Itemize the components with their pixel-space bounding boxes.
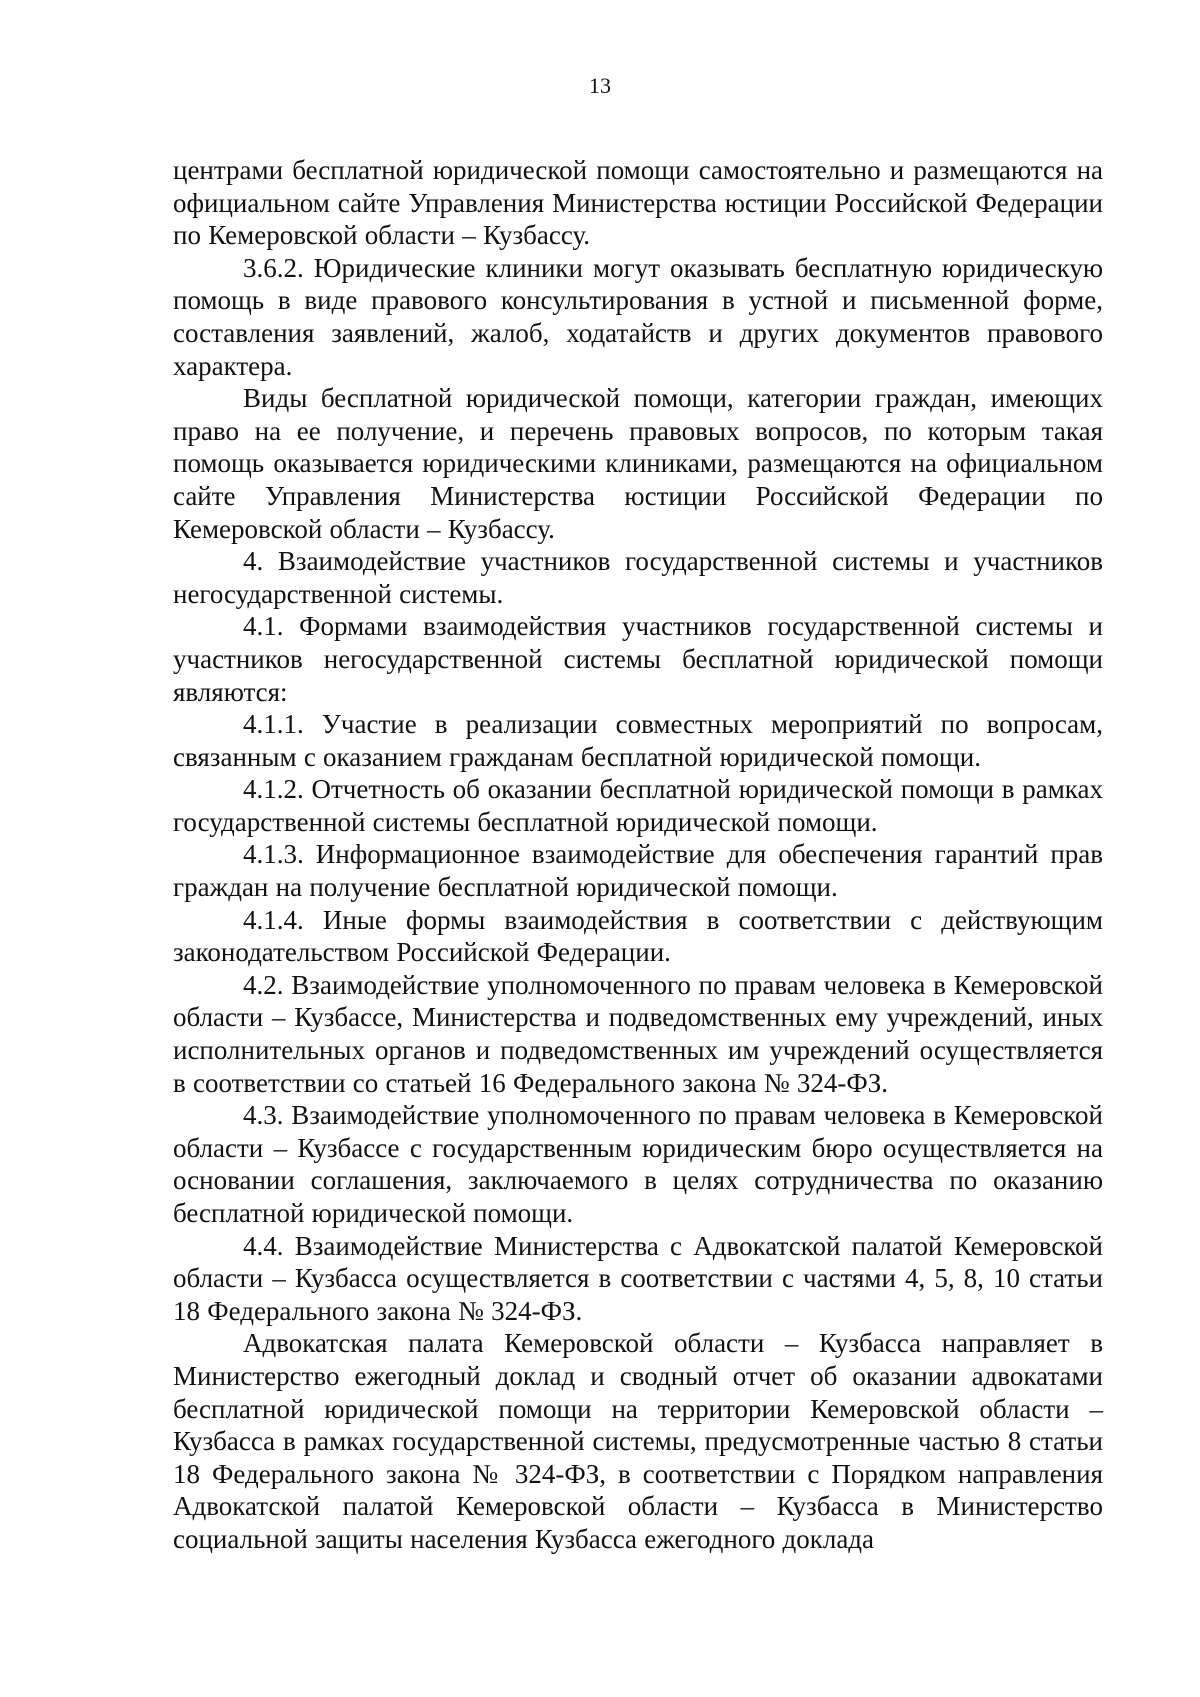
paragraph: 4.3. Взаимодействие уполномоченного по правам человека в Кемеровской области – Кузбассе с государственным юридическим бюро осуществляется на основании соглашения, заключаемого в целях сотрудничества по оказанию бесплатной юридической помощи. — [173, 1100, 1103, 1228]
page-number: 13 — [589, 73, 611, 98]
paragraph: 4.2. Взаимодействие уполномоченного по правам человека в Кемеровской области – Кузбассе, Министерства и подведомственных ему учреждений, иных исполнительных органов и подведомственных им учреждений осуществляется в соответствии со статьей 16 Федерального закона № 324-ФЗ. — [173, 969, 1103, 1098]
paragraph: центрами бесплатной юридической помощи самостоятельно и размещаются на официальном сайте Управления Министерства юстиции Российской Федерации по Кемеровской области – Кузбассу. — [173, 155, 1103, 251]
paragraph: 4.1.1. Участие в реализации совместных мероприятий по вопросам, связанным с оказанием гражданам бесплатной юридической помощи. — [173, 709, 1103, 772]
paragraph: 4.1.2. Отчетность об оказании бесплатной юридической помощи в рамках государственной системы бесплатной юридической помощи. — [173, 774, 1103, 837]
paragraph: 4.1. Формами взаимодействия участников государственной системы и участников негосударственной системы бесплатной юридической помощи являются: — [173, 611, 1103, 707]
document-body — [173, 154, 1103, 1556]
paragraph: 4. Взаимодействие участников государственной системы и участников негосударственной системы. — [173, 546, 1103, 609]
paragraph: 3.6.2. Юридические клиники могут оказывать бесплатную юридическую помощь в виде правового консультирования в устной и письменной форме, составления заявлений, жалоб, ходатайств и других документов правового характера. — [173, 252, 1103, 381]
paragraph: 4.1.3. Информационное взаимодействие для обеспечения гарантий прав граждан на получение бесплатной юридической помощи. — [173, 839, 1103, 903]
paragraph: Виды бесплатной юридической помощи, категории граждан, имеющих право на ее получение, и перечень правовых вопросов, по которым такая помощь оказывается юридическими клиниками, размещаются на официальном сайте Управления Министерства юстиции Российской Федерации по Кемеровской области – Кузбассу. — [173, 383, 1103, 544]
paragraph: 4.4. Взаимодействие Министерства с Адвокатской палатой Кемеровской области – Кузбасса осуществляется в соответствии с частями 4, 5, 8, 10 статьи 18 Федерального закона № 324-ФЗ. — [173, 1230, 1103, 1326]
paragraph: 4.1.4. Иные формы взаимодействия в соответствии с действующим законодательством Российской Федерации. — [173, 904, 1103, 968]
paragraph: Адвокатская палата Кемеровской области – Кузбасса направляет в Министерство ежегодный доклад и сводный отчет об оказании адвокатами бесплатной юридической помощи на территории Кемеровской области – Кузбасса в рамках государственной системы, предусмотренные частью 8 статьи 18 Федерального закона № 324-ФЗ, в соответствии с Порядком направления Адвокатской палатой Кемеровской области – Кузбасса в Министерство социальной защиты населения Кузбасса ежегодного доклада — [173, 1328, 1103, 1554]
